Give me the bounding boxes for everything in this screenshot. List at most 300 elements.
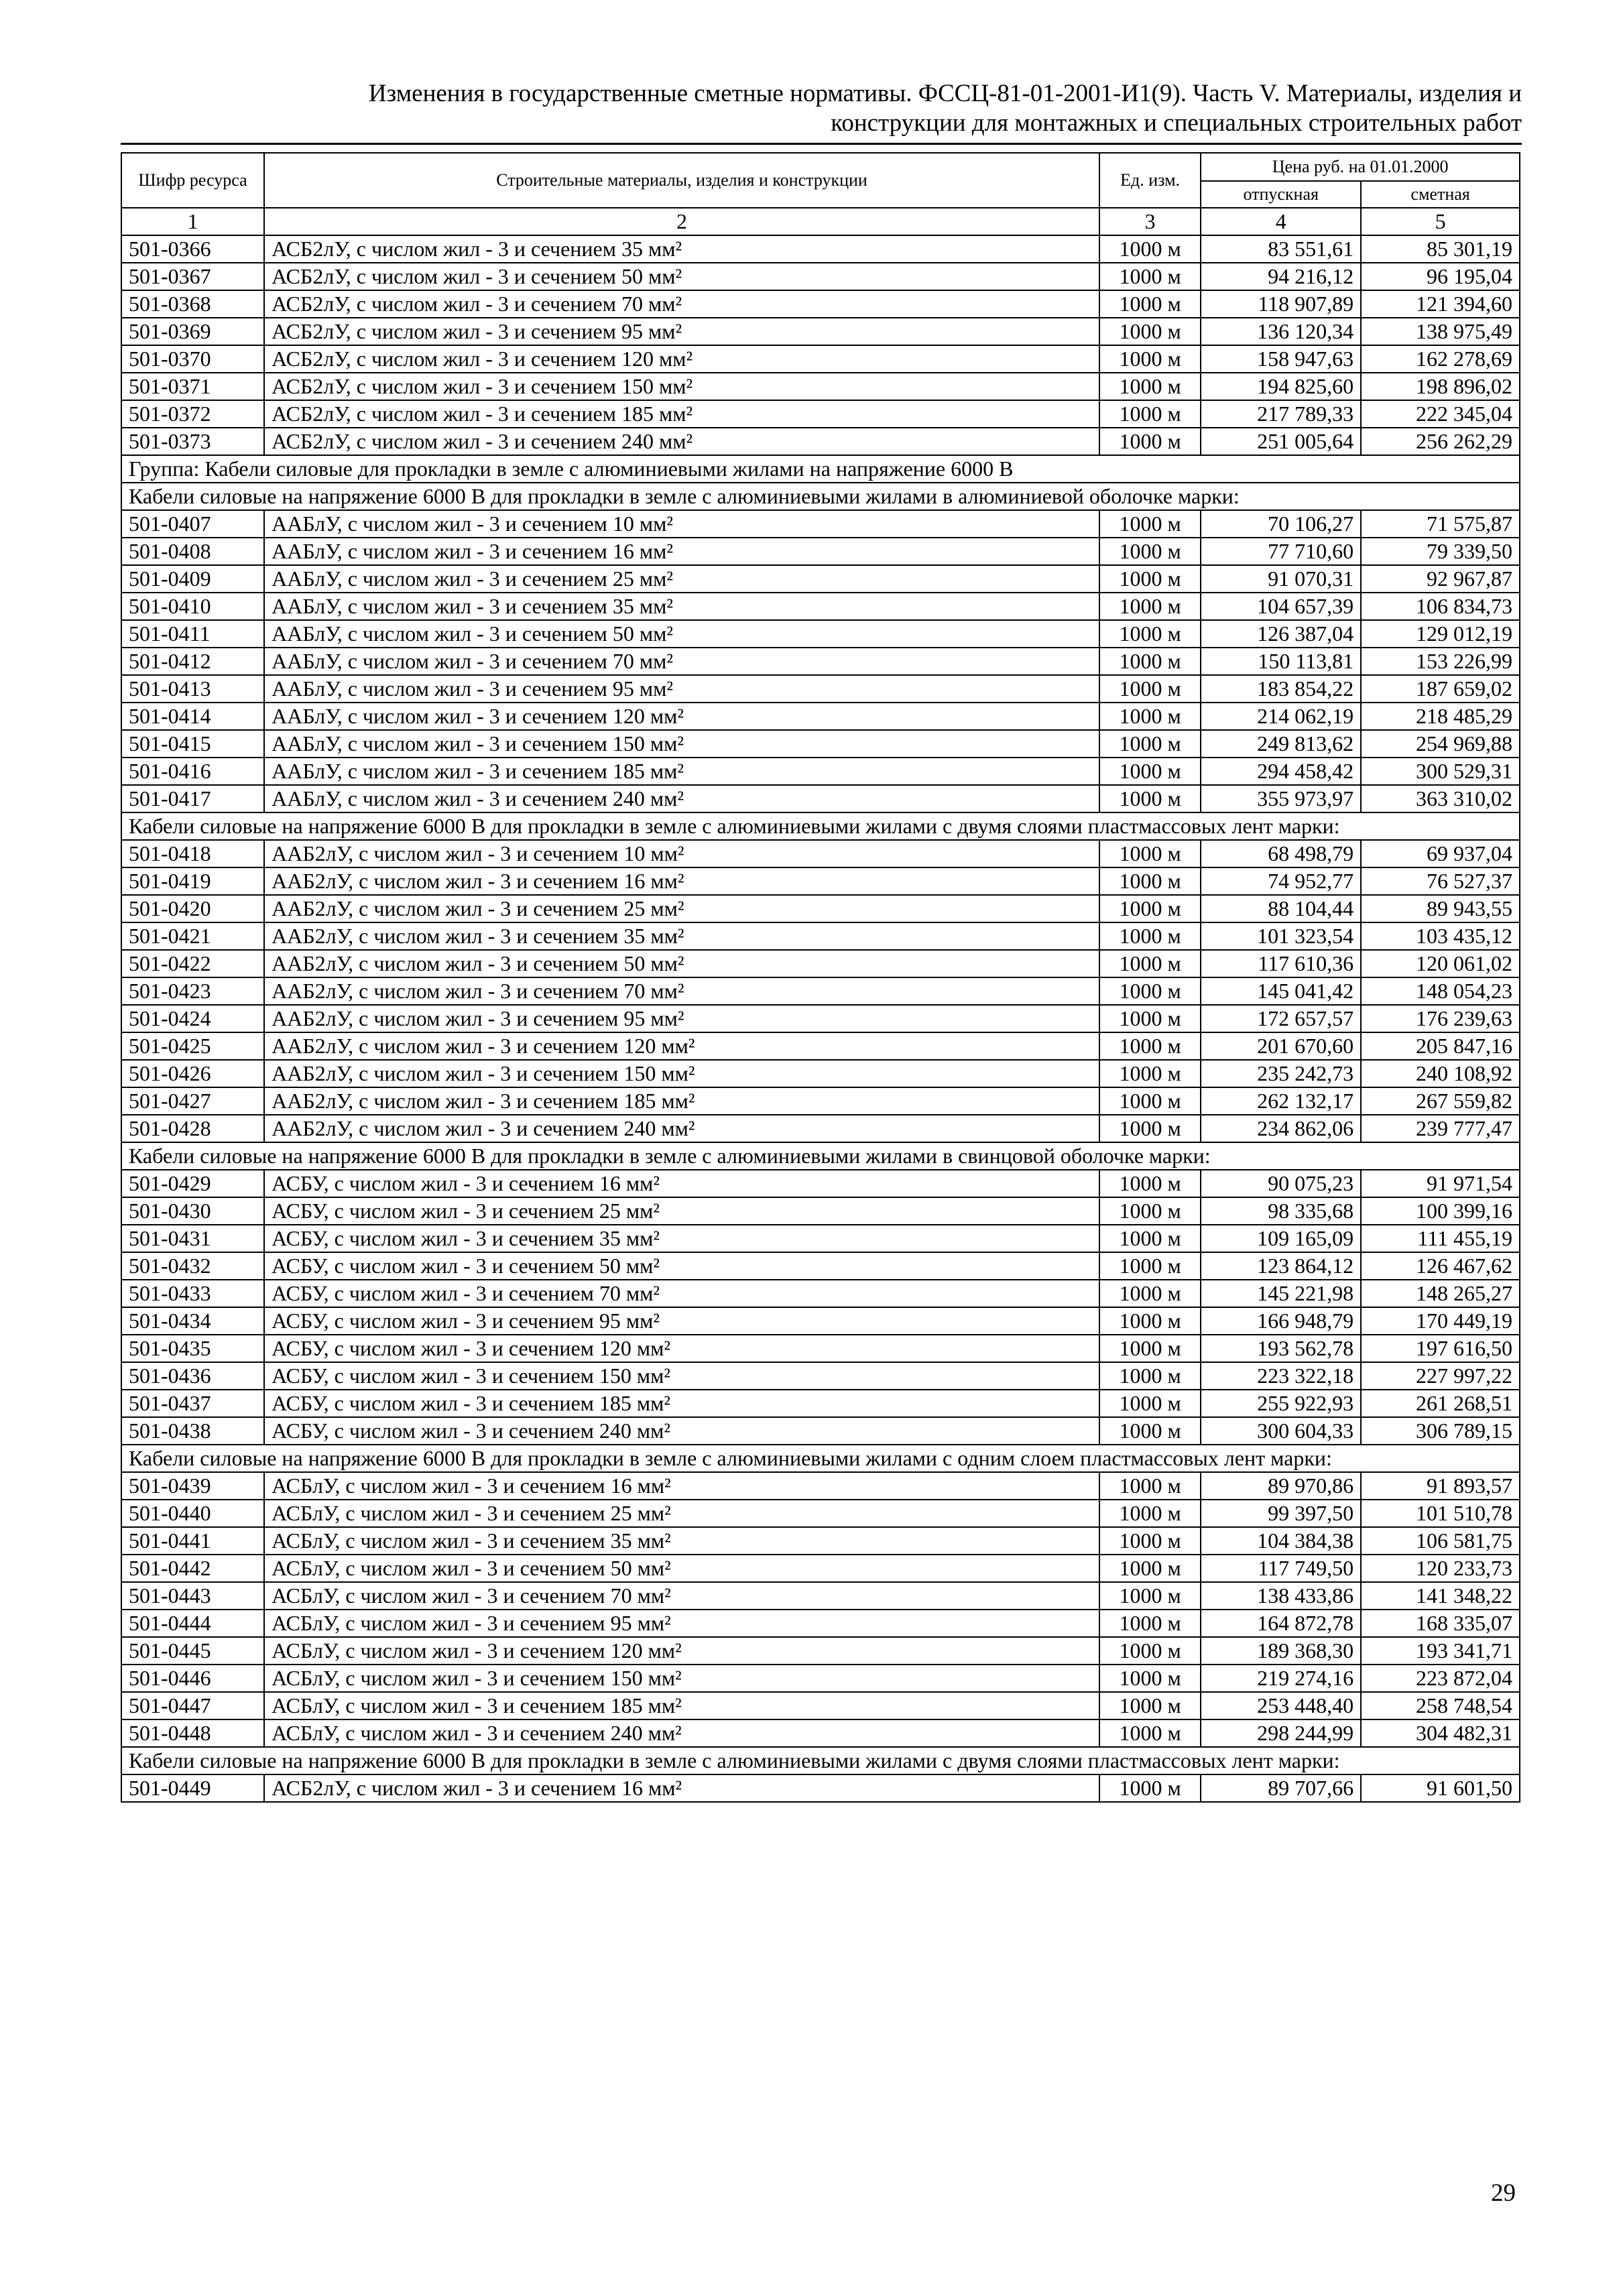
table-row [121,1774,1520,1802]
material-name: АСБлУ, с числом жил - 3 и сечением 70 мм² [264,1582,1099,1610]
unit-cell: 1000 м [1099,1472,1201,1500]
release-price: 136 120,34 [1201,318,1361,345]
release-price: 183 854,22 [1201,675,1361,703]
resource-code: 501-0416 [121,758,264,785]
estimate-price: 106 834,73 [1361,593,1520,620]
resource-code: 501-0414 [121,703,264,730]
resource-code: 501-0443 [121,1582,264,1610]
table-row [121,1087,1520,1115]
release-price: 117 610,36 [1201,950,1361,977]
resource-code: 501-0366 [121,235,264,263]
resource-code: 501-0448 [121,1719,264,1747]
estimate-price: 261 268,51 [1361,1390,1520,1417]
table-row [121,1555,1520,1582]
resource-code: 501-0438 [121,1417,264,1445]
release-price: 189 368,30 [1201,1637,1361,1665]
unit-cell: 1000 м [1099,290,1201,318]
material-name: АСБлУ, с числом жил - 3 и сечением 95 мм² [264,1610,1099,1637]
unit-cell: 1000 м [1099,538,1201,565]
resource-code: 501-0408 [121,538,264,565]
subgroup-title: Кабели силовые на напряжение 6000 В для прокладки в земле с алюминиевыми жилами с двумя слоями пластмассовых лент марки: [121,1747,1520,1774]
release-price: 118 907,89 [1201,290,1361,318]
material-name: АСБУ, с числом жил - 3 и сечением 25 мм² [264,1197,1099,1225]
table-row [121,235,1520,263]
material-name: ААБлУ, с числом жил - 3 и сечением 10 мм² [264,510,1099,538]
resource-code: 501-0367 [121,263,264,290]
release-price: 77 710,60 [1201,538,1361,565]
release-price: 101 323,54 [1201,922,1361,950]
subgroup-row [121,1445,1520,1472]
release-price: 251 005,64 [1201,428,1361,455]
estimate-price: 91 601,50 [1361,1774,1520,1802]
page-number: 29 [1491,2179,1516,2207]
subgroup-row [121,1142,1520,1170]
material-name: ААБ2лУ, с числом жил - 3 и сечением 95 мм² [264,1005,1099,1032]
subgroup-title: Кабели силовые на напряжение 6000 В для прокладки в земле с алюминиевыми жилами в свинцовой оболочке марки: [121,1142,1520,1170]
estimate-price: 92 967,87 [1361,565,1520,593]
table-row [121,620,1520,648]
release-price: 90 075,23 [1201,1170,1361,1197]
release-price: 300 604,33 [1201,1417,1361,1445]
release-price: 126 387,04 [1201,620,1361,648]
table-row [121,290,1520,318]
estimate-price: 141 348,22 [1361,1582,1520,1610]
table-row [121,1335,1520,1362]
estimate-price: 267 559,82 [1361,1087,1520,1115]
unit-cell: 1000 м [1099,1252,1201,1280]
estimate-price: 300 529,31 [1361,758,1520,785]
release-price: 262 132,17 [1201,1087,1361,1115]
resource-code: 501-0407 [121,510,264,538]
table-row [121,1500,1520,1527]
table-row [121,840,1520,867]
table-row [121,895,1520,922]
resource-code: 501-0420 [121,895,264,922]
table-row [121,510,1520,538]
table-row [121,1225,1520,1252]
unit-cell: 1000 м [1099,1005,1201,1032]
material-name: ААБ2лУ, с числом жил - 3 и сечением 70 мм² [264,977,1099,1005]
subgroup-row [121,483,1520,510]
material-name: ААБлУ, с числом жил - 3 и сечением 25 мм² [264,565,1099,593]
unit-cell: 1000 м [1099,1390,1201,1417]
material-name: АСБУ, с числом жил - 3 и сечением 70 мм² [264,1280,1099,1307]
subgroup-title: Кабели силовые на напряжение 6000 В для прокладки в земле с алюминиевыми жилами с двумя слоями пластмассовых лент марки: [121,812,1520,840]
estimate-price: 239 777,47 [1361,1115,1520,1142]
table-row [121,730,1520,758]
material-name: ААБ2лУ, с числом жил - 3 и сечением 10 мм² [264,840,1099,867]
column-number: 1 [121,208,264,235]
unit-cell: 1000 м [1099,1225,1201,1252]
resource-code: 501-0432 [121,1252,264,1280]
release-price: 166 948,79 [1201,1307,1361,1335]
unit-cell: 1000 м [1099,373,1201,400]
unit-cell: 1000 м [1099,1665,1201,1692]
resource-code: 501-0449 [121,1774,264,1802]
material-name: ААБ2лУ, с числом жил - 3 и сечением 35 мм² [264,922,1099,950]
estimate-price: 197 616,50 [1361,1335,1520,1362]
estimate-price: 170 449,19 [1361,1307,1520,1335]
resource-code: 501-0417 [121,785,264,812]
material-name: ААБ2лУ, с числом жил - 3 и сечением 185 мм² [264,1087,1099,1115]
unit-cell: 1000 м [1099,345,1201,373]
material-name: ААБлУ, с числом жил - 3 и сечением 35 мм² [264,593,1099,620]
estimate-price: 193 341,71 [1361,1637,1520,1665]
material-name: ААБлУ, с числом жил - 3 и сечением 150 мм² [264,730,1099,758]
material-name: ААБлУ, с числом жил - 3 и сечением 95 мм² [264,675,1099,703]
material-name: ААБлУ, с числом жил - 3 и сечением 120 мм² [264,703,1099,730]
table-row [121,1719,1520,1747]
unit-cell: 1000 м [1099,428,1201,455]
estimate-price: 153 226,99 [1361,648,1520,675]
estimate-price: 222 345,04 [1361,400,1520,428]
header-unit: Ед. изм. [1099,153,1201,208]
release-price: 217 789,33 [1201,400,1361,428]
release-price: 104 657,39 [1201,593,1361,620]
release-price: 89 707,66 [1201,1774,1361,1802]
release-price: 253 448,40 [1201,1692,1361,1719]
material-name: АСБлУ, с числом жил - 3 и сечением 25 мм² [264,1500,1099,1527]
resource-code: 501-0410 [121,593,264,620]
unit-cell: 1000 м [1099,1610,1201,1637]
resource-code: 501-0429 [121,1170,264,1197]
material-name: ААБ2лУ, с числом жил - 3 и сечением 25 мм² [264,895,1099,922]
resource-code: 501-0428 [121,1115,264,1142]
material-name: ААБлУ, с числом жил - 3 и сечением 70 мм² [264,648,1099,675]
unit-cell: 1000 м [1099,565,1201,593]
estimate-price: 187 659,02 [1361,675,1520,703]
resource-code: 501-0370 [121,345,264,373]
material-name: АСБУ, с числом жил - 3 и сечением 35 мм² [264,1225,1099,1252]
release-price: 88 104,44 [1201,895,1361,922]
table-row [121,785,1520,812]
header-release: отпускная [1201,181,1361,208]
table-row [121,977,1520,1005]
material-name: АСБлУ, с числом жил - 3 и сечением 120 мм² [264,1637,1099,1665]
unit-cell: 1000 м [1099,1527,1201,1555]
table-row [121,593,1520,620]
release-price: 223 322,18 [1201,1362,1361,1390]
subgroup-title: Кабели силовые на напряжение 6000 В для прокладки в земле с алюминиевыми жилами с одним слоем пластмассовых лент марки: [121,1445,1520,1472]
unit-cell: 1000 м [1099,950,1201,977]
estimate-price: 91 971,54 [1361,1170,1520,1197]
unit-cell: 1000 м [1099,235,1201,263]
material-name: АСБУ, с числом жил - 3 и сечением 150 мм² [264,1362,1099,1390]
unit-cell: 1000 м [1099,785,1201,812]
table-row [121,1115,1520,1142]
release-price: 355 973,97 [1201,785,1361,812]
release-price: 298 244,99 [1201,1719,1361,1747]
material-name: АСБУ, с числом жил - 3 и сечением 16 мм² [264,1170,1099,1197]
release-price: 83 551,61 [1201,235,1361,263]
material-name: АСБ2лУ, с числом жил - 3 и сечением 70 мм² [264,290,1099,318]
table-row [121,1005,1520,1032]
table-row [121,428,1520,455]
release-price: 117 749,50 [1201,1555,1361,1582]
release-price: 249 813,62 [1201,730,1361,758]
release-price: 89 970,86 [1201,1472,1361,1500]
release-price: 164 872,78 [1201,1610,1361,1637]
estimate-price: 138 975,49 [1361,318,1520,345]
subgroup-title: Кабели силовые на напряжение 6000 В для прокладки в земле с алюминиевыми жилами в алюминиевой оболочке марки: [121,483,1520,510]
column-numbers-row [121,208,1520,235]
unit-cell: 1000 м [1099,263,1201,290]
release-price: 235 242,73 [1201,1060,1361,1087]
release-price: 201 670,60 [1201,1032,1361,1060]
unit-cell: 1000 м [1099,703,1201,730]
unit-cell: 1000 м [1099,730,1201,758]
group-row [121,455,1520,483]
estimate-price: 71 575,87 [1361,510,1520,538]
unit-cell: 1000 м [1099,510,1201,538]
release-price: 158 947,63 [1201,345,1361,373]
estimate-price: 162 278,69 [1361,345,1520,373]
release-price: 138 433,86 [1201,1582,1361,1610]
table-row [121,1280,1520,1307]
unit-cell: 1000 м [1099,895,1201,922]
material-name: АСБлУ, с числом жил - 3 и сечением 50 мм² [264,1555,1099,1582]
material-name: ААБлУ, с числом жил - 3 и сечением 16 мм² [264,538,1099,565]
estimate-price: 306 789,15 [1361,1417,1520,1445]
material-name: АСБ2лУ, с числом жил - 3 и сечением 50 мм² [264,263,1099,290]
page-header-line2: конструкции для монтажных и специальных строительных работ [831,109,1522,137]
unit-cell: 1000 м [1099,1060,1201,1087]
resource-code: 501-0425 [121,1032,264,1060]
unit-cell: 1000 м [1099,1719,1201,1747]
resource-code: 501-0439 [121,1472,264,1500]
resource-code: 501-0444 [121,1610,264,1637]
material-name: АСБлУ, с числом жил - 3 и сечением 35 мм² [264,1527,1099,1555]
estimate-price: 227 997,22 [1361,1362,1520,1390]
unit-cell: 1000 м [1099,318,1201,345]
resource-code: 501-0419 [121,867,264,895]
resource-code: 501-0422 [121,950,264,977]
unit-cell: 1000 м [1099,1692,1201,1719]
table-row [121,1692,1520,1719]
material-name: АСБлУ, с числом жил - 3 и сечением 150 мм² [264,1665,1099,1692]
resource-code: 501-0430 [121,1197,264,1225]
material-name: ААБ2лУ, с числом жил - 3 и сечением 50 мм² [264,950,1099,977]
resource-code: 501-0418 [121,840,264,867]
resource-code: 501-0435 [121,1335,264,1362]
header-estimate: сметная [1361,181,1520,208]
column-number: 2 [264,208,1099,235]
table-row [121,867,1520,895]
release-price: 123 864,12 [1201,1252,1361,1280]
table-row [121,1582,1520,1610]
table-row [121,1472,1520,1500]
release-price: 68 498,79 [1201,840,1361,867]
column-number: 5 [1361,208,1520,235]
resource-code: 501-0412 [121,648,264,675]
estimate-price: 91 893,57 [1361,1472,1520,1500]
release-price: 99 397,50 [1201,1500,1361,1527]
estimate-price: 218 485,29 [1361,703,1520,730]
unit-cell: 1000 м [1099,1115,1201,1142]
release-price: 74 952,77 [1201,867,1361,895]
estimate-price: 205 847,16 [1361,1032,1520,1060]
material-name: ААБлУ, с числом жил - 3 и сечением 50 мм² [264,620,1099,648]
estimate-price: 121 394,60 [1361,290,1520,318]
group-title: Группа: Кабели силовые для прокладки в земле с алюминиевыми жилами на напряжение 6000 В [121,455,1520,483]
resource-code: 501-0445 [121,1637,264,1665]
release-price: 109 165,09 [1201,1225,1361,1252]
table-row [121,648,1520,675]
table-row [121,400,1520,428]
release-price: 255 922,93 [1201,1390,1361,1417]
resource-code: 501-0421 [121,922,264,950]
resource-code: 501-0423 [121,977,264,1005]
unit-cell: 1000 м [1099,758,1201,785]
estimate-price: 111 455,19 [1361,1225,1520,1252]
resource-code: 501-0442 [121,1555,264,1582]
table-row [121,950,1520,977]
unit-cell: 1000 м [1099,840,1201,867]
unit-cell: 1000 м [1099,1417,1201,1445]
release-price: 104 384,38 [1201,1527,1361,1555]
unit-cell: 1000 м [1099,1280,1201,1307]
material-name: АСБ2лУ, с числом жил - 3 и сечением 240 мм² [264,428,1099,455]
estimate-price: 363 310,02 [1361,785,1520,812]
estimate-price: 100 399,16 [1361,1197,1520,1225]
table-row [121,318,1520,345]
estimate-price: 168 335,07 [1361,1610,1520,1637]
table-row [121,345,1520,373]
estimate-price: 304 482,31 [1361,1719,1520,1747]
table-row [121,1197,1520,1225]
resource-code: 501-0441 [121,1527,264,1555]
header-price: Цена руб. на 01.01.2000 [1201,153,1520,181]
release-price: 70 106,27 [1201,510,1361,538]
table-row [121,1417,1520,1445]
estimate-price: 126 467,62 [1361,1252,1520,1280]
resource-code: 501-0447 [121,1692,264,1719]
material-name: АСБ2лУ, с числом жил - 3 и сечением 150 мм² [264,373,1099,400]
unit-cell: 1000 м [1099,977,1201,1005]
table-header [121,153,1520,235]
resource-code: 501-0369 [121,318,264,345]
resource-code: 501-0436 [121,1362,264,1390]
unit-cell: 1000 м [1099,648,1201,675]
estimate-price: 106 581,75 [1361,1527,1520,1555]
table-row [121,675,1520,703]
material-name: ААБлУ, с числом жил - 3 и сечением 240 мм² [264,785,1099,812]
resource-code: 501-0431 [121,1225,264,1252]
release-price: 91 070,31 [1201,565,1361,593]
release-price: 145 041,42 [1201,977,1361,1005]
unit-cell: 1000 м [1099,1307,1201,1335]
material-name: АСБлУ, с числом жил - 3 и сечением 16 мм² [264,1472,1099,1500]
release-price: 214 062,19 [1201,703,1361,730]
material-name: АСБлУ, с числом жил - 3 и сечением 185 мм² [264,1692,1099,1719]
column-number: 3 [1099,208,1201,235]
resource-code: 501-0426 [121,1060,264,1087]
material-name: ААБлУ, с числом жил - 3 и сечением 185 мм² [264,758,1099,785]
unit-cell: 1000 м [1099,675,1201,703]
table-row [121,1390,1520,1417]
page-header [121,79,1522,138]
unit-cell: 1000 м [1099,593,1201,620]
material-name: АСБУ, с числом жил - 3 и сечением 120 мм² [264,1335,1099,1362]
unit-cell: 1000 м [1099,1582,1201,1610]
release-price: 145 221,98 [1201,1280,1361,1307]
table-row [121,1665,1520,1692]
unit-cell: 1000 м [1099,1362,1201,1390]
release-price: 193 562,78 [1201,1335,1361,1362]
material-name: АСБУ, с числом жил - 3 и сечением 95 мм² [264,1307,1099,1335]
release-price: 219 274,16 [1201,1665,1361,1692]
unit-cell: 1000 м [1099,867,1201,895]
estimate-price: 76 527,37 [1361,867,1520,895]
release-price: 234 862,06 [1201,1115,1361,1142]
unit-cell: 1000 м [1099,1555,1201,1582]
estimate-price: 240 108,92 [1361,1060,1520,1087]
resource-code: 501-0440 [121,1500,264,1527]
table-row [121,1637,1520,1665]
unit-cell: 1000 м [1099,1170,1201,1197]
table-row [121,1307,1520,1335]
material-name: АСБлУ, с числом жил - 3 и сечением 240 мм² [264,1719,1099,1747]
table-row [121,1170,1520,1197]
table-row [121,922,1520,950]
unit-cell: 1000 м [1099,1500,1201,1527]
resource-code: 501-0409 [121,565,264,593]
unit-cell: 1000 м [1099,620,1201,648]
resource-code: 501-0373 [121,428,264,455]
material-name: АСБ2лУ, с числом жил - 3 и сечением 120 мм² [264,345,1099,373]
table-row [121,373,1520,400]
unit-cell: 1000 м [1099,1197,1201,1225]
header-rule [121,143,1522,145]
resource-code: 501-0446 [121,1665,264,1692]
estimate-price: 223 872,04 [1361,1665,1520,1692]
material-name: ААБ2лУ, с числом жил - 3 и сечением 16 мм² [264,867,1099,895]
resource-code: 501-0434 [121,1307,264,1335]
material-name: ААБ2лУ, с числом жил - 3 и сечением 240 мм² [264,1115,1099,1142]
unit-cell: 1000 м [1099,1774,1201,1802]
estimate-price: 79 339,50 [1361,538,1520,565]
material-name: ААБ2лУ, с числом жил - 3 и сечением 120 мм² [264,1032,1099,1060]
estimate-price: 198 896,02 [1361,373,1520,400]
estimate-price: 69 937,04 [1361,840,1520,867]
subgroup-row [121,812,1520,840]
resource-code: 501-0433 [121,1280,264,1307]
resource-code: 501-0427 [121,1087,264,1115]
material-name: АСБУ, с числом жил - 3 и сечением 185 мм² [264,1390,1099,1417]
resource-code: 501-0415 [121,730,264,758]
material-name: АСБ2лУ, с числом жил - 3 и сечением 185 мм² [264,400,1099,428]
estimate-price: 85 301,19 [1361,235,1520,263]
resource-code: 501-0368 [121,290,264,318]
estimate-price: 148 265,27 [1361,1280,1520,1307]
material-name: ААБ2лУ, с числом жил - 3 и сечением 150 мм² [264,1060,1099,1087]
table-row [121,703,1520,730]
material-name: АСБ2лУ, с числом жил - 3 и сечением 35 мм² [264,235,1099,263]
resource-code: 501-0372 [121,400,264,428]
resource-code: 501-0437 [121,1390,264,1417]
subgroup-row [121,1747,1520,1774]
table-row [121,1362,1520,1390]
table-row [121,1060,1520,1087]
unit-cell: 1000 м [1099,1087,1201,1115]
resource-code: 501-0411 [121,620,264,648]
unit-cell: 1000 м [1099,400,1201,428]
table-row [121,1610,1520,1637]
estimate-price: 176 239,63 [1361,1005,1520,1032]
table-row [121,758,1520,785]
estimate-price: 129 012,19 [1361,620,1520,648]
table-row [121,1527,1520,1555]
